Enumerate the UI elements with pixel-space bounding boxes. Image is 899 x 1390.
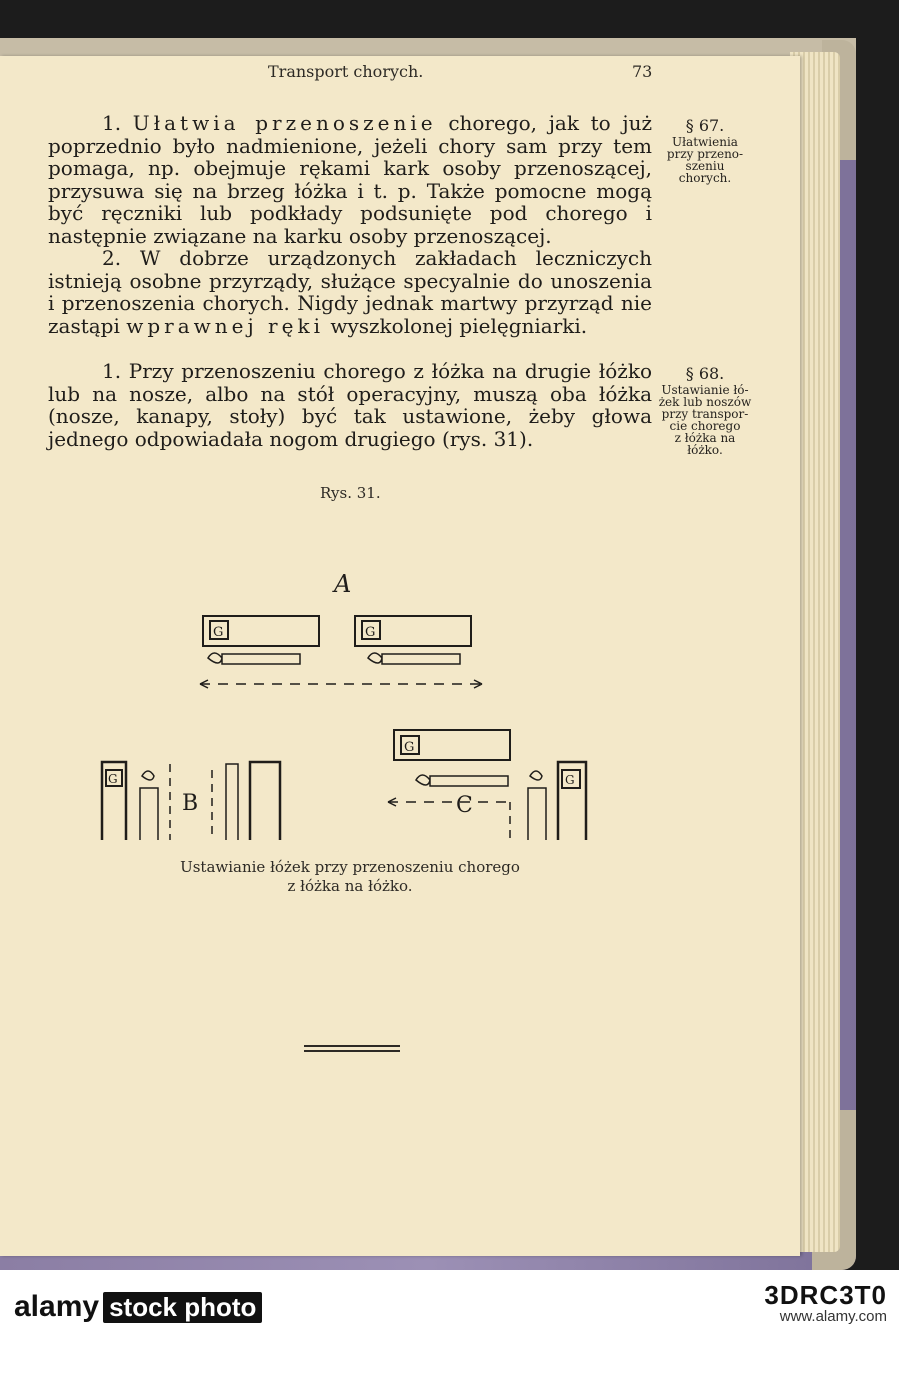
- paragraph-number: 1.: [102, 111, 122, 135]
- section-68-text: [48, 360, 652, 450]
- paragraph-number: 2.: [102, 246, 122, 270]
- page-number: 73: [632, 62, 653, 81]
- paragraph-body: chorego, jak to już poprzednio było nadmienione, jeżeli chory sam przy tem pomaga, np. obejmuje rękami kark osoby przenoszącej, przysuwa się na brzeg łóżka i t. p. Także pomocne mogą być ręczniki lub podkłady podsunięte pod chorego i następnie związane na karku osoby przenoszącej.: [48, 111, 653, 248]
- figure-person-a2: [368, 653, 460, 664]
- margin-note-line: Ustawianie łó-: [661, 383, 749, 397]
- panel-label-a: A: [334, 570, 352, 598]
- end-rule-bottom: [304, 1050, 400, 1052]
- paragraph-body: W dobrze urządzonych zakładach leczniczych istnieją osobne przyrządy, służące specyalnie do unoszenia i przenoszenia chorych. Nigdy jednak martwy przyrząd nie zastąpi: [48, 246, 652, 338]
- paragraph-number: 1.: [102, 359, 122, 383]
- watermark-info: [764, 1280, 887, 1328]
- panel-label-c: C: [456, 793, 473, 818]
- figure-person-a1: [208, 653, 300, 664]
- emphasis-spaced: Ułatwia przenoszenie: [132, 111, 437, 135]
- margin-note-line: żek lub noszów: [658, 395, 752, 409]
- watermark-image-id: 3DRC3T0: [764, 1280, 887, 1310]
- paragraph-body: Przy przenoszeniu chorego z łóżka na drugie łóżko lub na nosze, albo na stół operacyjny, muszą oba łóżka (nosze, kanapy, stoły) być tak ustawione, żeby głowa jednego odpowiadała nogom drugiego (rys. 31).: [48, 359, 653, 451]
- margin-note-68: [655, 364, 755, 456]
- paragraph-67-1: [48, 112, 652, 247]
- section-67-text: [48, 112, 652, 337]
- margin-note-line: z łóżka na: [674, 431, 736, 445]
- margin-note-line: cie chorego: [669, 419, 741, 433]
- margin-note-line: przy przeno-: [666, 147, 744, 161]
- emphasis-spaced: wprawnej ręki: [126, 313, 324, 338]
- bed-a2-marker: G: [365, 625, 376, 640]
- bed-a1-marker: G: [213, 625, 224, 640]
- caption-line: z łóżka na łóżko.: [287, 877, 413, 895]
- margin-note-line: chorych.: [678, 171, 732, 185]
- margin-note-line: łóżko.: [687, 443, 723, 457]
- bed-c1-marker: G: [404, 740, 415, 755]
- bed-arrangement-figure: [90, 520, 630, 840]
- figure-label: Rys. 31.: [320, 484, 381, 502]
- figure-person-b1: [140, 771, 158, 840]
- figure-person-b2: [226, 764, 238, 840]
- margin-note-line: przy transpor-: [661, 407, 749, 421]
- figure-caption: [100, 858, 600, 896]
- watermark-strip: [0, 1270, 899, 1390]
- watermark-logo-text: alamy: [14, 1290, 100, 1323]
- watermark-site: www.alamy.com: [779, 1308, 887, 1325]
- end-rule-top: [304, 1045, 400, 1047]
- paragraph-body-end: wyszkolonej pielęgniarki.: [330, 313, 588, 338]
- margin-note-67: [655, 116, 755, 184]
- margin-note-line: Ułatwienia: [672, 135, 738, 149]
- figure-person-c2: [528, 771, 546, 840]
- margin-note-section: § 67.: [685, 116, 725, 135]
- margin-note-line: szeniu: [685, 159, 725, 173]
- watermark-logo: [14, 1290, 262, 1324]
- caption-line: Ustawianie łóżek przy przenoszeniu chorego: [180, 858, 520, 876]
- panel-label-b: B: [182, 791, 199, 816]
- margin-note-section: § 68.: [685, 364, 725, 383]
- watermark-logo-mark: stock photo: [103, 1292, 262, 1323]
- bed-b1-marker: G: [108, 772, 118, 786]
- bed-b2: [250, 762, 280, 840]
- bed-c2-marker: G: [565, 773, 575, 787]
- running-head-title: Transport chorych.: [268, 62, 424, 81]
- figure-person-c1: [416, 775, 508, 786]
- paragraph-67-2: [48, 247, 652, 337]
- paragraph-68-1: [48, 360, 652, 450]
